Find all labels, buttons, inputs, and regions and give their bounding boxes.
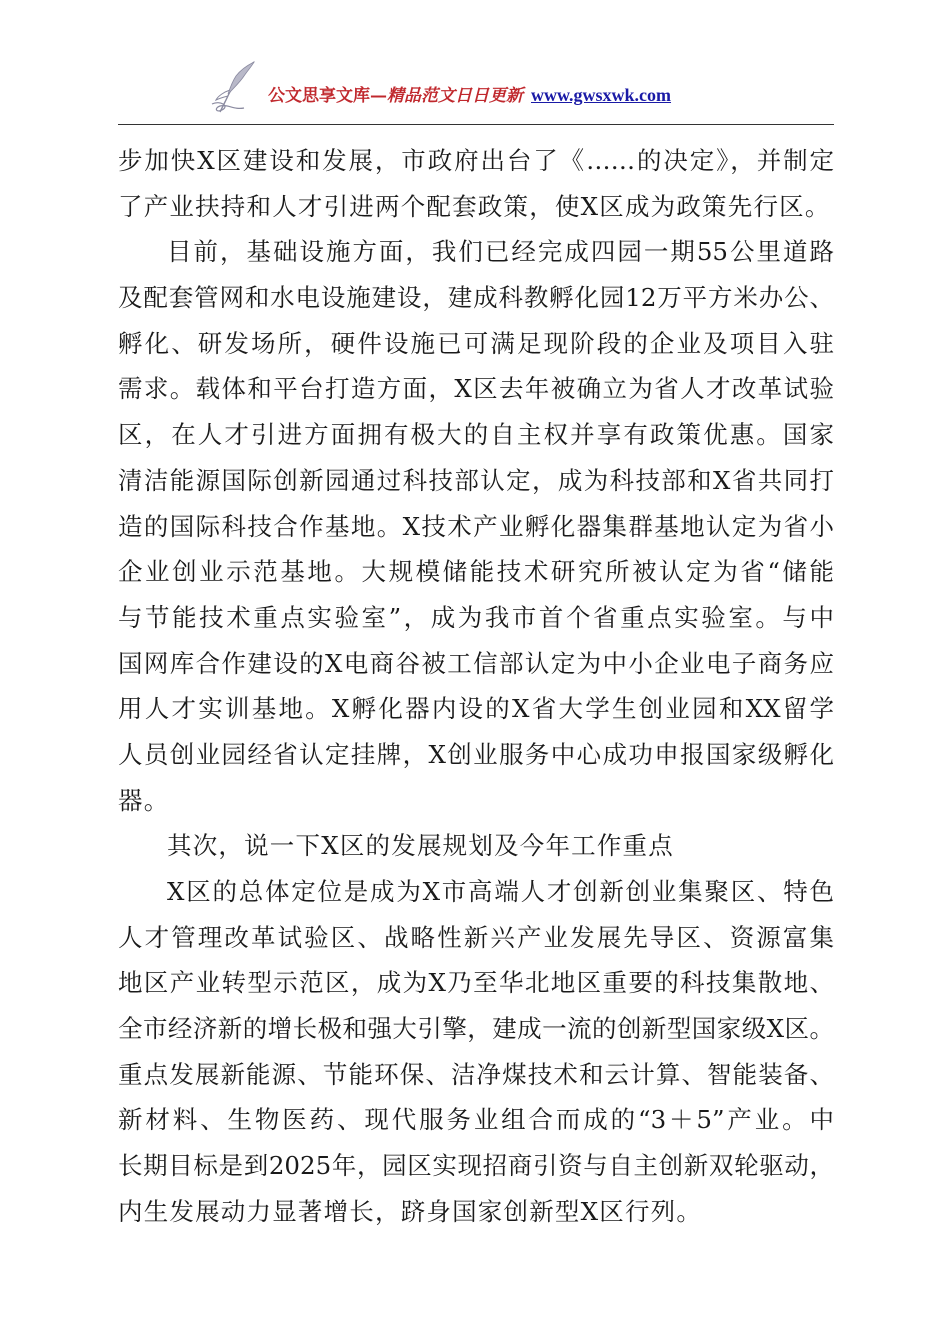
text-line: 清洁能源国际创新园通过科技部认定，成为科技部和X省共同打 [118,465,834,495]
text-line: 需求。载体和平台打造方面，X区去年被确立为省人才改革试验 [118,374,834,404]
page-header [118,52,834,124]
text-line: 用人才实训基地。X孵化器内设的X省大学生创业园和XX留学 [118,694,834,724]
header-banner [268,84,671,107]
brand-slogan: 精品范文日日更新 [387,86,523,106]
text-line: 造的国际科技合作基地。X技术产业孵化器集群基地认定为省小 [118,511,834,541]
quill-pen-icon [208,60,260,116]
text-line: 全市经济新的增长极和强大引擎，建成一流的创新型国家级X区。 [118,1014,834,1044]
text-line: 人员创业园经省认定挂牌，X创业服务中心成功申报国家级孵化 [118,739,834,769]
text-line: 器。 [118,785,170,815]
text-line: 步加快X区建设和发展，市政府出台了《……的决定》，并制定 [118,146,834,175]
text-line: X区的总体定位是成为X市高端人才创新创业集聚区、特色 [167,877,834,906]
text-line: 了产业扶持和人才引进两个配套政策，使X区成为政策先行区。 [118,191,831,221]
document-body [118,138,834,1235]
text-line: 与节能技术重点实验室”，成为我市首个省重点实验室。与中 [118,602,834,632]
text-line: 人才管理改革试验区、战略性新兴产业发展先导区、资源富集 [118,922,834,952]
text-line: 孵化、研发场所，硬件设施已可满足现阶段的企业及项目入驻 [118,328,834,358]
text-line: 长期目标是到2025年，园区实现招商引资与自主创新双轮驱动， [118,1151,834,1181]
section-heading: 其次，说一下X区的发展规划及今年工作重点 [167,831,674,861]
text-line: 内生发展动力显著增长，跻身国家创新型X区行列。 [118,1196,703,1226]
brand-name: 公文思享文库 [268,86,370,106]
text-line: 区，在人才引进方面拥有极大的自主权并享有政策优惠。国家 [118,420,834,450]
text-line: 重点发展新能源、节能环保、洁净煤技术和云计算、智能装备、 [118,1059,834,1089]
text-line: 新材料、生物医药、现代服务业组合而成的“3＋5”产业。中 [118,1105,834,1135]
text-line: 及配套管网和水电设施建设，建成科教孵化园12万平方米办公、 [118,283,834,313]
text-line: 地区产业转型示范区，成为X乃至华北地区重要的科技集散地、 [118,968,834,998]
brand-dash: — [370,86,387,106]
header-divider [118,124,834,125]
text-line: 企业创业示范基地。大规模储能技术研究所被认定为省“储能 [118,557,834,587]
site-url-link[interactable]: www.gwsxwk.com [531,85,672,105]
text-line: 目前，基础设施方面，我们已经完成四园一期55公里道路 [167,237,834,267]
text-line: 国网库合作建设的X电商谷被工信部认定为中小企业电子商务应 [118,648,834,678]
